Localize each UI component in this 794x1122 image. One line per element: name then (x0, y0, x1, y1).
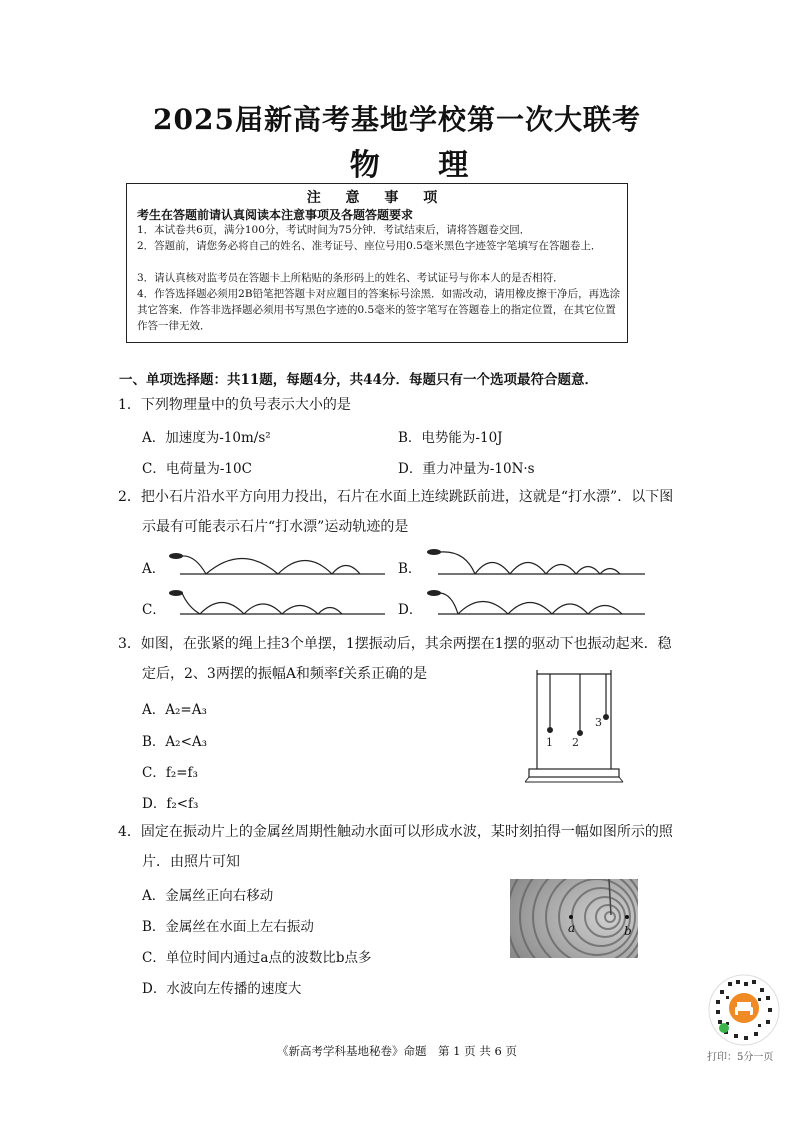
pendulum-label-2: 2 (572, 736, 579, 749)
q1-option-a: A．加速度为-10m/s² (142, 430, 271, 446)
question-3-stem-line2: 定后，2、3两摆的振幅A和频率f关系正确的是 (142, 666, 428, 682)
notice-item: 4．作答选择题必须用2B铅笔把答题卡对应题目的答案标号涂黑．如需改动，请用橡皮擦干净后，再选涂其它答案．作答非选择题必须用书写黑色字迹的0.5毫米的签字笔写在答题卷上的指定位置，在其它位置作答一律无效． (137, 288, 621, 332)
notice-item: 3．请认真核对监考员在答题卡上所粘贴的条形码上的姓名、考试证号与你本人的是否相符． (137, 272, 564, 284)
water-wave-photo (510, 879, 638, 958)
question-3-stem-line1: 3．如图，在张紧的绳上挂3个单摆，1摆振动后，其余两摆在1摆的驱动下也振动起来．稳 (118, 636, 672, 652)
q2-option-d-trajectory (420, 585, 650, 620)
q2-option-b-trajectory (420, 545, 650, 580)
point-b-label: b (624, 924, 632, 938)
q2-option-d: D． (398, 602, 423, 618)
question-4-stem-line1: 4．固定在振动片上的金属丝周期性触动水面可以形成水波，某时刻拍得一幅如图所示的照 (118, 824, 673, 840)
q3-option-a: A．A₂=A₃ (142, 702, 207, 718)
q3-option-b: B．A₂<A₃ (142, 734, 208, 750)
q4-option-a: A．金属丝正向右移动 (142, 888, 274, 904)
notice-heading: 注 意 事 项 (306, 190, 448, 206)
question-2-stem-line2: 示最有可能表示石片“打水漂”运动轨迹的是 (142, 519, 409, 535)
q2-option-c: C． (142, 602, 166, 618)
pendulum-label-1: 1 (546, 736, 553, 749)
point-a-label: a (568, 921, 576, 935)
qr-code-icon[interactable] (708, 974, 780, 1046)
q1-option-c: C．电荷量为-10C (142, 461, 252, 477)
q4-option-c: C．单位时间内通过a点的波数比b点多 (142, 950, 372, 966)
print-note: 打印：5分一页 (707, 1052, 774, 1063)
notice-item: 1．本试卷共6页，满分100分，考试时间为75分钟．考试结束后，请将答题卷交回． (137, 224, 531, 236)
section-heading: 一、单项选择题：共11题，每题4分，共44分．每题只有一个选项最符合题意． (119, 372, 598, 388)
q4-option-d: D．水波向左传播的速度大 (142, 981, 302, 997)
notice-box (126, 183, 628, 343)
subject-title: 物 理 (349, 148, 493, 183)
notice-lead: 考生在答题前请认真阅读本注意事项及各题答题要求 (137, 208, 414, 222)
question-2-stem-line1: 2．把小石片沿水平方向用力投出，石片在水面上连续跳跃前进，这就是“打水漂”．以下图 (118, 489, 674, 505)
q3-option-d: D．f₂<f₃ (142, 796, 199, 812)
q4-option-b: B．金属丝在水面上左右振动 (142, 919, 314, 935)
q3-option-c: C．f₂=f₃ (142, 765, 198, 781)
q1-option-b: B．电势能为-10J (398, 430, 503, 446)
question-1-stem: 1．下列物理量中的负号表示大小的是 (118, 397, 351, 413)
q1-option-d: D．重力冲量为-10N·s (398, 461, 535, 477)
page-footer: 《新高考学科基地秘卷》命题 第 1 页 共 6 页 (277, 1044, 517, 1058)
q2-option-c-trajectory (160, 585, 390, 620)
page-title: 2025届新高考基地学校第一次大联考 (153, 103, 641, 136)
pendulum-label-3: 3 (595, 716, 602, 729)
q2-option-a: A． (142, 561, 166, 577)
notice-item: 2．答题前，请您务必将自己的姓名、准考证号、座位号用0.5毫米黑色字迹签字笔填写在答题卷上． (137, 240, 602, 252)
question-4-stem-line2: 片．由照片可知 (142, 854, 240, 870)
pendulum-diagram (525, 664, 635, 784)
q2-option-b: B． (398, 561, 422, 577)
q2-option-a-trajectory (160, 545, 390, 580)
